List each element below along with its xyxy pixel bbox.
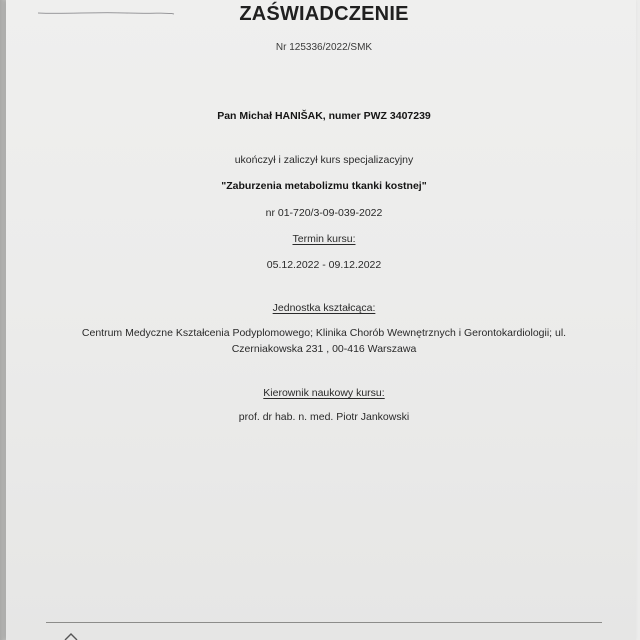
- footer-logo-fragment: [64, 632, 78, 640]
- term-value: 05.12.2022 - 09.12.2022: [266, 259, 382, 271]
- course-number: nr 01-720/3-09-039-2022: [265, 207, 383, 219]
- director-label: [6, 387, 640, 399]
- director-label-text: Kierownik naukowy kursu:: [263, 387, 385, 399]
- document-title: ZAŚWIADCZENIE: [239, 3, 409, 25]
- footer-divider: [46, 622, 602, 623]
- unit-address-line-1: Centrum Medyczne Kształcenia Podyplomowego; Klinika Chorób Wewnętrznych i Gerontokardiologii; ul.: [81, 327, 567, 339]
- unit-address-line-2: Czerniakowska 231 , 00-416 Warszawa: [231, 343, 417, 355]
- unit-label: [6, 302, 640, 314]
- document-number: Nr 125336/2022/SMK: [275, 42, 373, 53]
- certificate-page: [6, 0, 636, 640]
- completion-statement: ukończył i zaliczył kurs specjalizacyjny: [234, 154, 414, 166]
- recipient-line: Pan Michał HANIŠAK, numer PWZ 3407239: [217, 110, 431, 122]
- term-label: [6, 233, 640, 245]
- term-label-text: Termin kursu:: [292, 233, 356, 245]
- director-name: prof. dr hab. n. med. Piotr Jankowski: [238, 411, 410, 423]
- unit-label-text: Jednostka kształcąca:: [272, 302, 376, 314]
- course-name: "Zaburzenia metabolizmu tkanki kostnej": [221, 180, 427, 192]
